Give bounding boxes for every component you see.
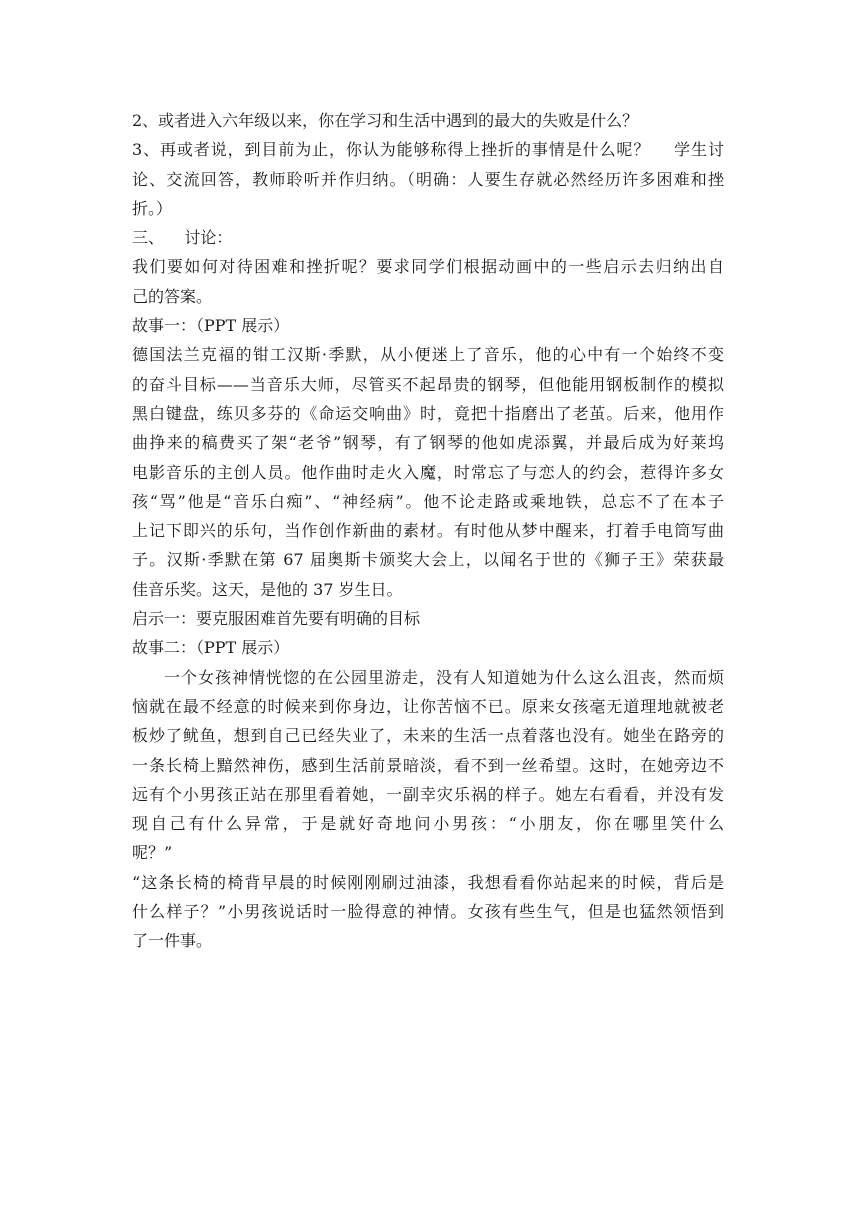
- story-one-heading: [132, 311, 724, 340]
- paragraph-story-two: [132, 663, 724, 868]
- text-line: 论、交流回答，教师聆听并作归纳。（明确：人要生存就必然经历许多困难和挫: [132, 169, 724, 189]
- document-body: [132, 106, 724, 956]
- text-line: 远有个小男孩正站在那里看着她，一副幸灾乐祸的样子。她左右看看，并没有发: [132, 784, 724, 804]
- story-two-heading: [132, 633, 724, 662]
- text-line: 2、或者进入六年级以来，你在学习和生活中遇到的最大的失败是什么？: [132, 111, 639, 130]
- text-line: 3、再或者说，到目前为止，你认为能够称得上挫折的事情是什么呢？ 学生讨: [132, 140, 724, 160]
- paragraph-boy-reply: [132, 868, 724, 956]
- text-line: 我们要如何对待困难和挫折呢？要求同学们根据动画中的一些启示去归纳出自: [132, 257, 724, 277]
- text-line: 一个女孩神情恍惚的在公园里游走，没有人知道她为什么这么沮丧，然而烦: [164, 667, 724, 687]
- text-line: 折。）: [132, 198, 173, 218]
- section-heading-discussion: [132, 223, 724, 252]
- text-line: 一条长椅上黯然神伤，感到生活前景暗淡，看不到一丝希望。这时，在她旁边不: [132, 755, 724, 775]
- text-line: 的奋斗目标——当音乐大师，尽管买不起昂贵的钢琴，但他能用钢板制作的模拟: [132, 374, 724, 394]
- paragraph-discussion-prompt: [132, 252, 724, 311]
- text-line: 孩“骂”他是“音乐白痴”、“神经病”。他不论走路或乘地铁，总忘不了在本子: [132, 491, 724, 511]
- text-line: “这条长椅的椅背早晨的时候刚刚刷过油漆，我想看看你站起来的时候，背后是: [132, 872, 724, 892]
- text-line: 子。汉斯·季默在第 67 届奥斯卡颁奖大会上，以闻名于世的《狮子王》荣获最: [132, 550, 724, 570]
- text-line: 黑白键盘，练贝多芬的《命运交响曲》时，竟把十指磨出了老茧。后来，他用作: [132, 403, 724, 423]
- paragraph-question-2: [132, 106, 724, 135]
- insight-one: [132, 604, 724, 633]
- text-line: 了一件事。: [132, 931, 213, 951]
- text-line: 板炒了鱿鱼，想到自己已经失业了，未来的生活一点着落也没有。她坐在路旁的: [132, 726, 724, 746]
- text-line: 上记下即兴的乐句，当作创作新曲的素材。有时他从梦中醒来，打着手电筒写曲: [132, 521, 724, 541]
- text-line: 三、 讨论：: [132, 228, 233, 248]
- text-line: 启示一：要克服困难首先要有明确的目标: [132, 609, 421, 629]
- text-line: 曲挣来的稿费买了架“老爷”钢琴，有了钢琴的他如虎添翼，并最后成为好莱坞: [132, 433, 724, 453]
- text-line: 己的答案。: [132, 286, 213, 306]
- text-line: 德国法兰克福的钳工汉斯·季默，从小便迷上了音乐，他的心中有一个始终不变: [132, 345, 724, 365]
- text-line: 电影音乐的主创人员。他作曲时走火入魔，时常忘了与恋人的约会，惹得许多女: [132, 462, 724, 482]
- text-line: 什么样子？”小男孩说话时一脸得意的神情。女孩有些生气，但是也猛然领悟到: [132, 902, 724, 922]
- text-line: 现自己有什么异常，于是就好奇地问小男孩：“小朋友，你在哪里笑什么: [132, 814, 724, 834]
- text-line: 呢？”: [132, 843, 173, 863]
- paragraph-story-one: [132, 340, 724, 604]
- text-line: 故事一：（PPT 展示）: [132, 316, 290, 336]
- paragraph-question-3: [132, 135, 724, 223]
- text-line: 恼就在最不经意的时候来到你身边，让你苦恼不已。原来女孩毫无道理地就被老: [132, 696, 724, 716]
- text-line: 故事二：（PPT 展示）: [132, 638, 290, 658]
- text-line: 佳音乐奖。这天，是他的 37 岁生日。: [132, 579, 403, 599]
